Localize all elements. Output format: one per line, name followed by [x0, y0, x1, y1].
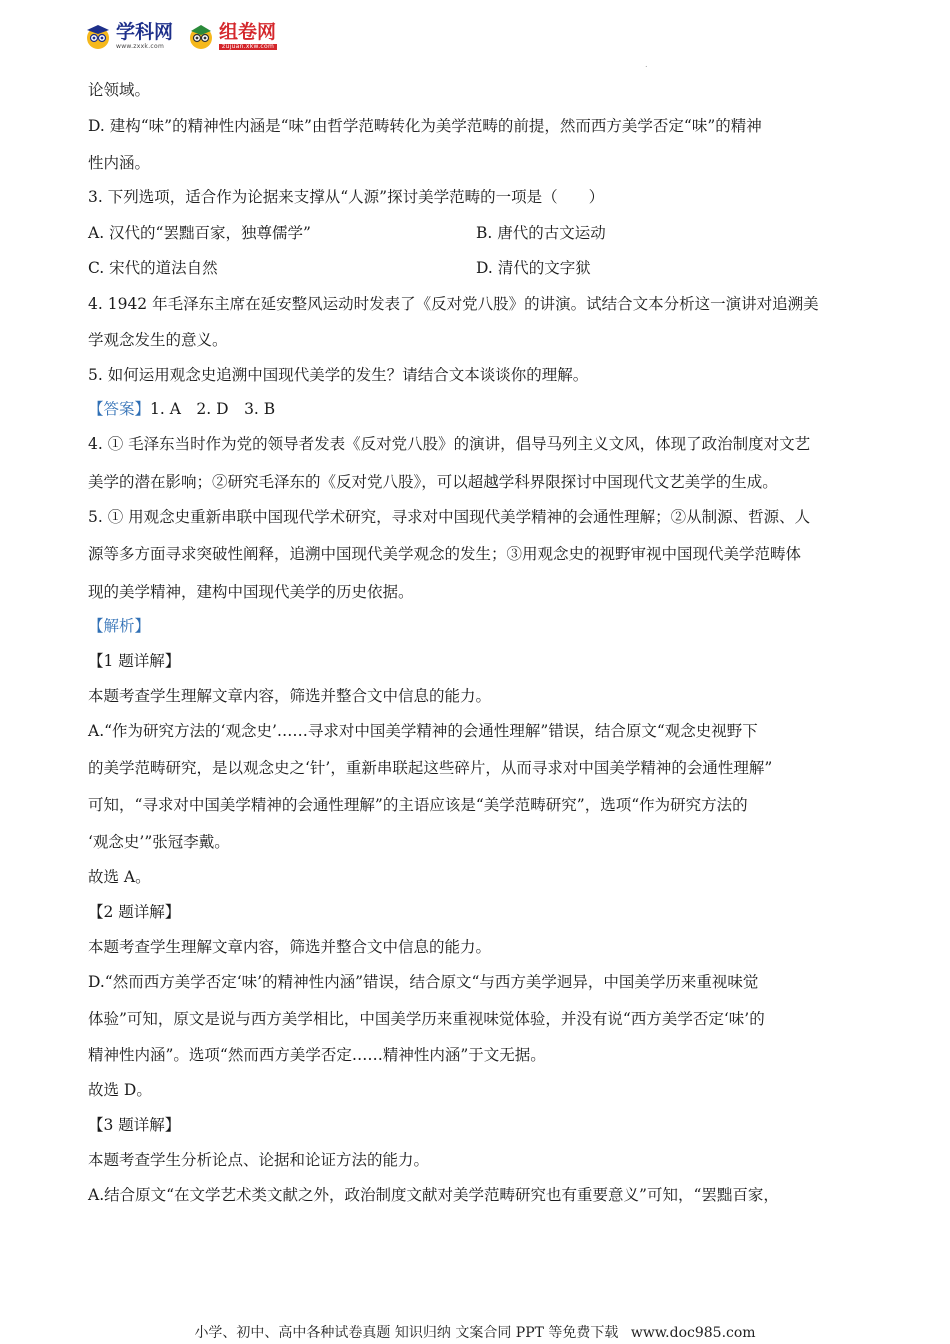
header-dot: .: [645, 60, 648, 69]
footer-site-link[interactable]: www.doc985.com: [630, 1325, 756, 1341]
zujuanwang-logo[interactable]: [187, 22, 277, 50]
text-line: 精神性内涵”。选项“然而西方美学否定……精神性内涵”于文无据。: [88, 1046, 546, 1064]
answer-4: 4. ① 毛泽东当时作为党的领导者发表《反对党八股》的演讲，倡导马列主义文风，体现了政治制度对文艺: [88, 435, 811, 453]
footer-text: 小学、初中、高中各种试卷真题 知识归纳 文案合同 PPT 等免费下载: [194, 1325, 619, 1341]
text-line: 论领域。: [88, 81, 151, 99]
text-line: 本题考查学生分析论点、论据和论证方法的能力。: [88, 1151, 430, 1169]
text-line: 本题考查学生理解文章内容，筛选并整合文中信息的能力。: [88, 938, 492, 956]
text-line: 的美学范畴研究，是以观念史之‘针’，重新串联起这些碎片，从而寻求对中国美学精神的会通性理解”: [88, 759, 773, 777]
answer-tag: 【答案】: [88, 400, 151, 418]
answer-5-cont: 现的美学精神，建构中国现代美学的历史依据。: [88, 583, 414, 601]
answer-5: 5. ① 用观念史重新串联中国现代学术研究，寻求对中国现代美学精神的会通性理解；②从制源、哲源、人: [88, 508, 811, 526]
text-line: 体验”可知，原文是说与西方美学相比，中国美学历来重视味觉体验，并没有说“西方美学否定‘味’的: [88, 1010, 765, 1028]
text-line: A.结合原文“在文学艺术类文献之外，政治制度文献对美学范畴研究也有重要意义”可知，“罢黜百家，: [88, 1186, 779, 1204]
text-line: D.“然而西方美学否定‘味’的精神性内涵”错误，结合原文“与西方美学迥异，中国美学历来重视味觉: [88, 973, 759, 991]
question-5: 5. 如何运用观念史追溯中国现代美学的发生？请结合文本谈谈你的理解。: [88, 366, 589, 384]
text-line: 故选 A。: [88, 868, 151, 886]
owl-logo-icon: [84, 22, 112, 50]
detail-1-heading: 【1 题详解】: [88, 652, 181, 670]
question-4-cont: 学观念发生的意义。: [88, 331, 228, 349]
answer-line: [88, 399, 275, 419]
logo1-url: www.zxxk.com: [116, 42, 165, 50]
analysis-tag: 【解析】: [88, 617, 151, 635]
xuekewang-logo[interactable]: [84, 22, 173, 50]
detail-3-heading: 【3 题详解】: [88, 1116, 181, 1134]
owl-mascot-icon: [187, 22, 215, 50]
answer-5-cont: 源等多方面寻求突破性阐释，追溯中国现代美学观念的发生；③用观念史的视野审视中国现代美学范畴体: [88, 545, 802, 563]
option-d: D. 清代的文字狱: [476, 259, 591, 277]
question-3: 3. 下列选项，适合作为论据来支撑从“人源”探讨美学范畴的一项是（ ）: [88, 188, 605, 206]
text-line: 性内涵。: [88, 154, 151, 172]
detail-2-heading: 【2 题详解】: [88, 903, 181, 921]
option-a: A. 汉代的“罢黜百家，独尊儒学”: [88, 224, 311, 242]
question-4: 4. 1942 年毛泽东主席在延安整风运动时发表了《反对党八股》的讲演。试结合文本分析这一演讲对追溯美: [88, 295, 819, 313]
text-line: 故选 D。: [88, 1081, 152, 1099]
logo2-name: 组卷网: [219, 20, 277, 43]
logo1-name: 学科网: [116, 20, 174, 43]
text-line: 可知，“寻求对中国美学精神的会通性理解”的主语应该是“美学范畴研究”，选项“作为研究方法的: [88, 796, 748, 814]
header: [84, 14, 291, 58]
answer-text: 1. A 2. D 3. B: [150, 400, 276, 418]
answer-4-cont: 美学的潜在影响；②研究毛泽东的《反对党八股》，可以超越学科界限探讨中国现代文艺美学的生成。: [88, 473, 778, 491]
option-b: B. 唐代的古文运动: [476, 224, 606, 242]
option-c: C. 宋代的道法自然: [88, 259, 218, 277]
text-line: A.“作为研究方法的‘观念史’……寻求对中国美学精神的会通性理解”错误，结合原文“观念史视野下: [88, 722, 758, 740]
text-line: ‘观念史’”张冠李戴。: [88, 833, 230, 851]
text-line: 本题考查学生理解文章内容，筛选并整合文中信息的能力。: [88, 687, 492, 705]
text-line: D. 建构“味”的精神性内涵是“味”由哲学范畴转化为美学范畴的前提，然而西方美学否定“味”的精神: [88, 117, 762, 135]
logo2-url: zujuan.xkw.com: [219, 44, 277, 50]
footer: [0, 1322, 950, 1342]
